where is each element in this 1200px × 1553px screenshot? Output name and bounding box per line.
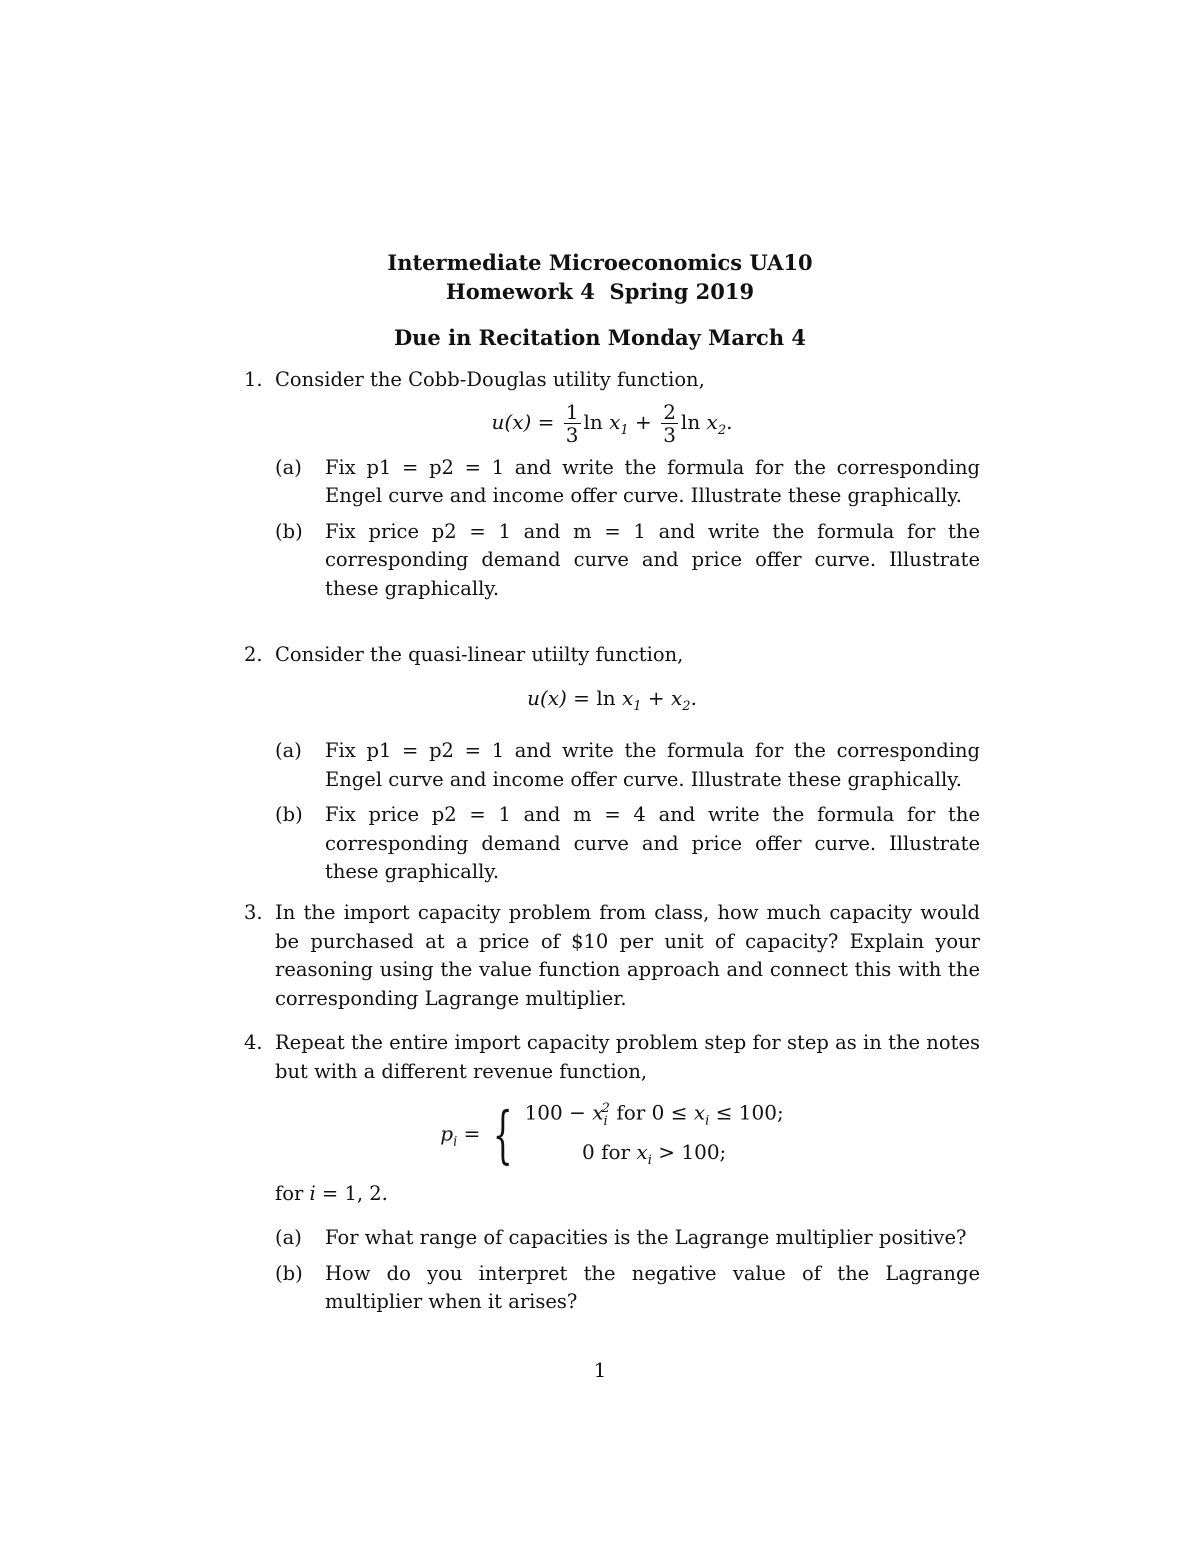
problem-text: Consider the Cobb-Douglas utility function, [275, 368, 705, 391]
part-label: (b) [275, 519, 303, 543]
part-text: Fix price p2 = 1 and m = 1 and write the formula for the corresponding demand curve and price offer curve. Illustrate these graphically. [325, 519, 980, 600]
part-text: How do you interpret the negative value of the Lagrange multiplier when it arises? [325, 1261, 980, 1314]
part-b [275, 801, 980, 887]
part-label: (a) [275, 1226, 302, 1250]
part-text: Fix p1 = p2 = 1 and write the formula for the corresponding Engel curve and income offer curve. Illustrate these graphically. [325, 739, 980, 791]
part-a [275, 1224, 980, 1253]
problem-number: 2. [244, 643, 263, 666]
equation-note: for i = 1, 2. [275, 1181, 388, 1205]
piecewise-equation: $p_i$ = { $100 - x_i^2$ for $0 \le x_i \le 100$; 0 for $x_i > 100$; [440, 1097, 784, 1171]
document-subtitle: Homework 4 Spring 2019 [445, 279, 755, 304]
part-text: For what range of capacities is the Lagrange multiplier positive? [325, 1226, 967, 1250]
problem-3 [244, 899, 980, 1013]
due-date: Due in Recitation Monday March 4 [393, 325, 807, 350]
problem-text: In the import capacity problem from class, how much capacity would be purchased at a price of $10 per unit of capacity? Explain your reasoning using the value function approach and connect this with the corresponding Lagrange multiplier. [275, 901, 980, 1010]
part-a [275, 454, 980, 511]
part-label: (a) [275, 739, 302, 762]
page-number: 1 [593, 1358, 607, 1382]
part-label: (b) [275, 803, 303, 826]
part-text: Fix p1 = p2 = 1 and write the formula for the corresponding Engel curve and income offer curve. Illustrate these graphically. [325, 455, 980, 507]
equation: u(x) = $\frac{1}{3}$ $\ln x_1$ + $\frac{2}{3}$ $\ln x_2$. [491, 399, 733, 447]
title-block [0, 248, 1200, 306]
problem-4 [244, 1029, 980, 1317]
part-label: (b) [275, 1261, 303, 1285]
equation: $u(x) = \ln x_1 + x_2$. [527, 685, 697, 714]
problem-text: Consider the quasi-linear utiilty function, [275, 643, 684, 666]
part-b [275, 1260, 980, 1317]
problem-text: Repeat the entire import capacity problem step for step as in the notes but with a different revenue function, [275, 1031, 980, 1083]
problem-number: 3. [244, 901, 263, 924]
document-title: Intermediate Microeconomics UA10 [387, 250, 813, 275]
problem-number: 1. [244, 368, 263, 391]
problem-number: 4. [244, 1031, 263, 1054]
part-label: (a) [275, 455, 302, 479]
problem-2 [244, 641, 980, 887]
part-text: Fix price p2 = 1 and m = 4 and write the formula for the corresponding demand curve and price offer curve. Illustrate these graphically. [325, 803, 980, 883]
problem-1 [244, 366, 980, 603]
part-b [275, 518, 980, 604]
part-a [275, 737, 980, 794]
